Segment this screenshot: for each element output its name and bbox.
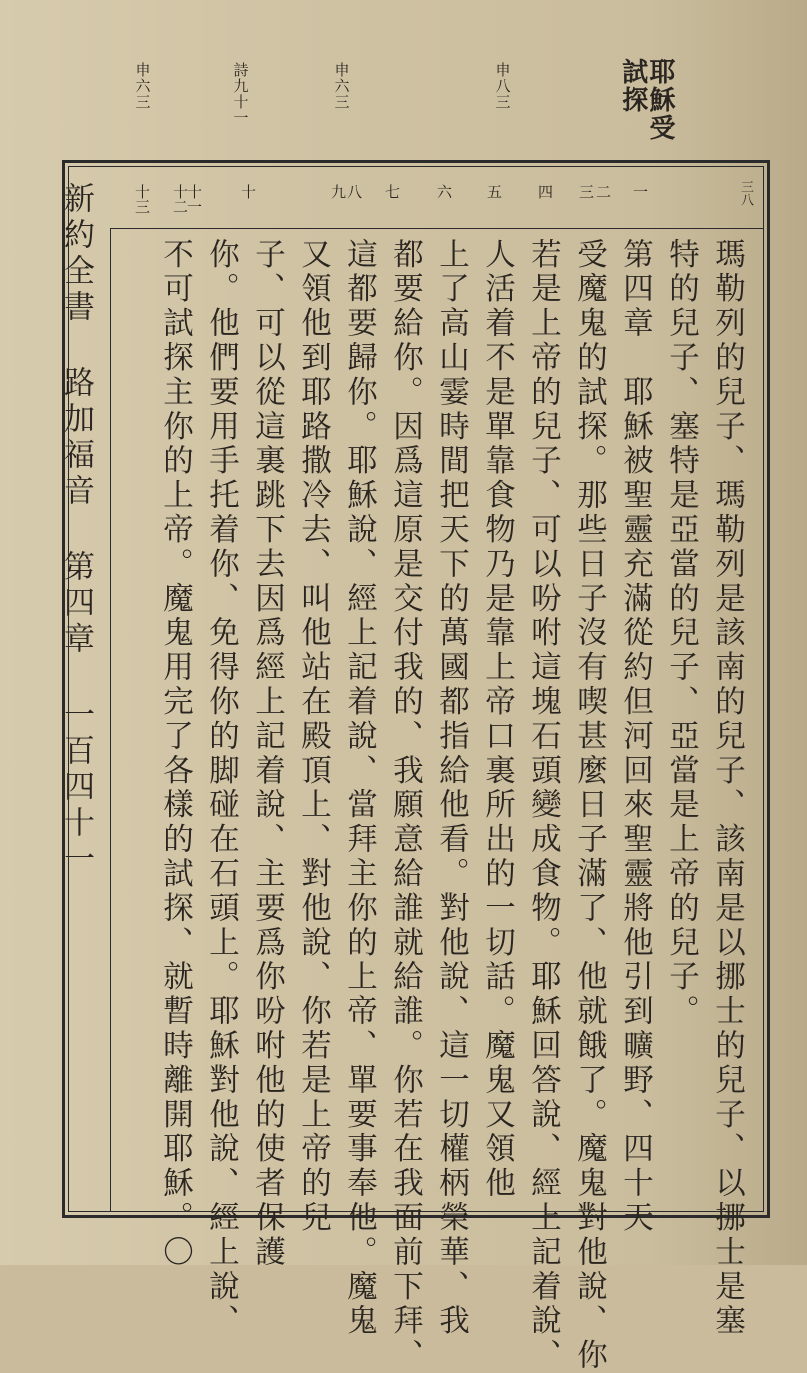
verse-number: 一 (631, 184, 649, 199)
text-column: 又領他到耶路撒冷去、叫他站在殿頂上、對他說、你若是上帝的兒 (295, 238, 331, 1236)
text-column: 不可試探主你的上帝。魔鬼用完了各樣的試探、就暫時離開耶穌。〇 (157, 238, 193, 1270)
text-column: 特的兒子、塞特是亞當的兒子、亞當是上帝的兒子。 (663, 238, 699, 1030)
text-column: 第四章 耶穌被聖靈充滿從約但河回來聖靈將他引到曠野、四十天 (617, 238, 653, 1236)
verse-number: 二 (594, 184, 612, 199)
section-title-line2: 試探 (617, 58, 648, 114)
text-column: 受魔鬼的試探。那些日子沒有喫甚麼日子滿了、他就餓了。魔鬼對他說、你 (571, 238, 607, 1373)
text-column: 這都要歸你。耶穌說、經上記着說、當拜主你的上帝、單要事奉他。魔鬼 (341, 238, 377, 1339)
chapter-label: 第四章 (58, 550, 94, 658)
verse-number: 五 (485, 184, 503, 199)
book-title: 新約全書 (58, 182, 94, 326)
text-column: 瑪勒列的兒子、瑪勒列是該南的兒子、該南是以挪士的兒子、以挪士是塞 (709, 238, 745, 1339)
verse-number: 九 (329, 184, 347, 199)
verse-number: 十 (239, 184, 257, 199)
margin-ref: 詩九十一 (231, 62, 250, 126)
verse-number: 十二 (171, 184, 189, 214)
text-column: 人活着不是單靠食物乃是靠上帝口裏所出的一切話。魔鬼又領他 (479, 238, 515, 1202)
verse-number: 八 (345, 184, 363, 199)
page-number-top: 三八 (738, 180, 753, 206)
text-column: 都要給你。因爲這原是交付我的、我願意給誰就給誰。你若在我面前下拜、 (387, 238, 423, 1373)
text-column: 若是上帝的兒子、可以吩咐這塊石頭變成食物。耶穌回答說、經上記着說、 (525, 238, 561, 1373)
section-title (618, 58, 673, 142)
margin-ref: 申六三 (133, 62, 152, 110)
text-column: 子、可以從這裏跳下去因爲經上記着說、主要爲你吩咐他的使者保護 (249, 238, 285, 1270)
margin-ref: 申八三 (493, 62, 512, 110)
verse-number: 四 (536, 184, 554, 199)
verse-number: 七 (383, 184, 401, 199)
verse-number: 六 (435, 184, 453, 199)
running-header (58, 182, 94, 878)
side-column-divider (110, 228, 111, 1212)
gospel-name: 路加福音 (58, 366, 94, 510)
verse-number: 三 (577, 184, 595, 199)
verse-number-divider (110, 228, 764, 229)
margin-ref: 申六三 (332, 62, 351, 110)
verse-number: 十一 (185, 184, 203, 214)
text-column: 你。他們要用手托着你、免得你的脚碰在石頭上。耶穌對他說、經上說、 (203, 238, 239, 1339)
text-column: 上了高山霎時間把天下的萬國都指給他看。對他說、這一切權柄榮華、我 (433, 238, 469, 1339)
page-number-side: 一百四十一 (58, 698, 94, 878)
verse-number: 十三 (133, 184, 151, 214)
section-title-line1: 耶穌受 (645, 58, 675, 142)
